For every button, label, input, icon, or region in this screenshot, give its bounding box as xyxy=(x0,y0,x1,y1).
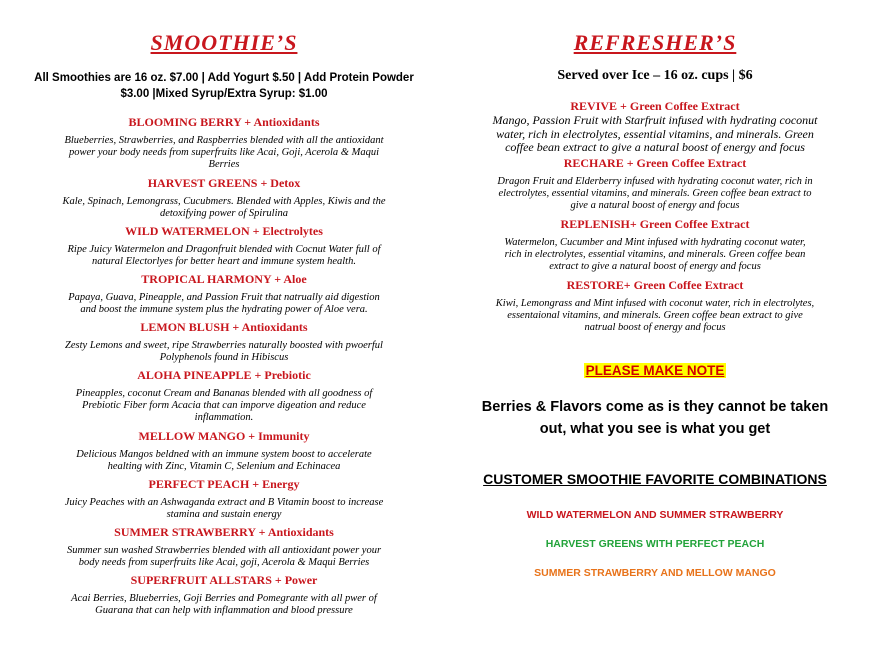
refresher-item xyxy=(446,156,864,212)
desc-line: Berries xyxy=(208,159,240,170)
refresher-desc xyxy=(446,176,864,212)
favorite-combo: WILD WATERMELON AND SUMMER STRAWBERRY xyxy=(526,509,784,521)
favorite-combo: SUMMER STRAWBERRY AND MELLOW MANGO xyxy=(534,567,776,579)
smoothie-name: PERFECT PEACH + Energy xyxy=(148,477,300,491)
pricing-line-2: $3.00 |Mixed Syrup/Extra Syrup: $1.00 xyxy=(120,88,328,100)
desc-line: Ripe Juicy Watermelon and Dragonfruit blended with Cocnut Water full of xyxy=(67,244,381,255)
smoothie-name: MELLOW MANGO + Immunity xyxy=(138,429,310,443)
desc-line: water, rich in electrolytes, essential vitamins, and minerals. Green xyxy=(496,126,814,141)
refresher-desc xyxy=(446,298,864,334)
smoothie-desc xyxy=(14,545,434,569)
smoothie-desc xyxy=(14,292,434,316)
desc-line: Polyphenols found in Hibiscus xyxy=(159,352,289,363)
desc-line: inflammation. xyxy=(194,412,254,423)
note-line-2: out, what you see is what you get xyxy=(539,421,771,437)
pricing-line-1: All Smoothies are 16 oz. $7.00 | Add Yogurt $.50 | Add Protein Powder xyxy=(34,72,414,84)
refresher-item xyxy=(446,278,864,334)
desc-line: give a natural boost of energy and focus xyxy=(570,200,740,211)
note-line-1: Berries & Flavors come as is they cannot be taken xyxy=(481,399,829,415)
desc-line: Juicy Peaches with an Ashwaganda extract and B Vitamin boost to increase xyxy=(64,497,384,508)
desc-line: natural Electorlyes for better heart and immune system health. xyxy=(92,256,356,267)
smoothie-desc xyxy=(14,196,434,220)
desc-line: Dragon Fruit and Elderberry infused with hydrating coconut water, rich in xyxy=(497,176,813,187)
desc-line: Summer sun washed Strawberries blended with all antioxidant power your xyxy=(66,545,382,556)
smoothies-column xyxy=(14,0,434,658)
refresher-name: REVIVE + Green Coffee Extract xyxy=(570,99,740,113)
desc-line: stamina and sustain energy xyxy=(166,509,282,520)
smoothies-title: SMOOTHIE’S xyxy=(150,30,298,55)
smoothie-desc xyxy=(14,593,434,617)
desc-line: Kiwi, Lemongrass and Mint infused with coconut water, rich in electrolytes, xyxy=(495,298,815,309)
desc-line: healting with Zinc, Vitamin C, Selenium and Echinacea xyxy=(107,461,341,472)
desc-line: rich in electrolytes, essential vitamins, and minerals. Green coffee bean xyxy=(504,249,806,260)
desc-line: detoxifying power of Spirulina xyxy=(159,208,289,219)
desc-line: Mango, Passion Fruit with Starfruit infused with hydrating coconut xyxy=(492,113,818,127)
desc-line: Prebiotic Fiber form Acacia that can imporve digeation and reduce xyxy=(82,400,366,411)
refreshers-column xyxy=(446,0,864,658)
desc-line: Guarana that can help with inflammation and blood pressure xyxy=(95,605,353,616)
smoothie-name: BLOOMING BERRY + Antioxidants xyxy=(128,115,320,129)
desc-line: Pineapples, coconut Cream and Bananas blended with all goodness of xyxy=(75,388,373,399)
smoothie-desc xyxy=(14,244,434,268)
smoothie-name: SUPERFRUIT ALLSTARS + Power xyxy=(130,573,318,587)
desc-line: Blueberries, Strawberries, and Raspberries blended with all the antioxidant xyxy=(64,135,384,146)
smoothie-desc xyxy=(14,497,434,521)
desc-line: Kale, Spinach, Lemongrass, Cucubmers. Blended with Apples, Kiwis and the xyxy=(62,196,386,207)
smoothie-desc xyxy=(14,340,434,364)
desc-line: essentaional vitamins, and minerals. Green coffee bean extract to give xyxy=(507,310,803,321)
favorite-combo: HARVEST GREENS WITH PERFECT PEACH xyxy=(545,538,765,550)
note-text xyxy=(446,396,864,440)
desc-line: Papaya, Guava, Pineapple, and Passion Fruit that natrually aid digestion xyxy=(68,292,380,303)
desc-line: body needs from superfruits like Acai, goji, Acerola & Maqui Berries xyxy=(78,557,370,568)
desc-line: Zesty Lemons and sweet, ripe Strawberries naturally boosted with pwoerful xyxy=(65,340,383,351)
smoothies-pricing xyxy=(14,70,434,102)
smoothie-item xyxy=(14,368,434,424)
smoothie-item xyxy=(14,429,434,473)
smoothie-name: SUMMER STRAWBERRY + Antioxidants xyxy=(114,525,334,539)
please-make-note-label: PLEASE MAKE NOTE xyxy=(585,363,725,378)
smoothie-name: LEMON BLUSH + Antioxidants xyxy=(140,320,308,334)
desc-line: and boost the immune system plus the hydrating power of Aloe vera. xyxy=(80,304,368,315)
smoothie-name: TROPICAL HARMONY + Aloe xyxy=(141,272,307,286)
refresher-desc xyxy=(446,237,864,273)
refresher-item xyxy=(446,217,864,273)
desc-line: Delicious Mangos beldned with an immune system boost to accelerate xyxy=(76,449,372,460)
smoothie-name: HARVEST GREENS + Detox xyxy=(147,176,301,190)
desc-line: electrolytes, essential vitamins, and minerals. Green coffee bean extract to xyxy=(498,188,812,199)
desc-line: natrual boost of energy and focus xyxy=(584,322,726,333)
refresher-desc xyxy=(446,114,864,155)
favorites-title: CUSTOMER SMOOTHIE FAVORITE COMBINATIONS xyxy=(483,471,827,487)
smoothie-name: WILD WATERMELON + Electrolytes xyxy=(125,224,323,238)
desc-line: Acai Berries, Blueberries, Goji Berries and Pomegrante with all pwer of xyxy=(71,593,377,604)
refreshers-subtitle: Served over Ice – 16 oz. cups | $6 xyxy=(557,68,753,83)
refresher-item xyxy=(446,99,864,155)
smoothie-name: ALOHA PINEAPPLE + Prebiotic xyxy=(137,368,311,382)
refreshers-title: REFRESHER’S xyxy=(573,30,737,55)
desc-line: coffee bean extract to give a natural boost of energy and focus xyxy=(505,140,805,154)
desc-line: extract to give a natural boost of energy and focus xyxy=(549,261,761,272)
desc-line: Watermelon, Cucumber and Mint infused with hydrating coconut water, xyxy=(504,237,806,248)
refresher-name: RECHARE + Green Coffee Extract xyxy=(563,156,747,170)
smoothie-item xyxy=(14,176,434,220)
smoothie-desc xyxy=(14,388,434,424)
desc-line: power your body needs from superfruits like Acai, Goji, Acerola & Maqui xyxy=(68,147,379,158)
note-banner xyxy=(446,362,864,380)
refresher-name: REPLENISH+ Green Coffee Extract xyxy=(560,217,750,231)
smoothie-item xyxy=(14,224,434,268)
smoothie-desc xyxy=(14,135,434,171)
smoothie-item xyxy=(14,525,434,569)
smoothie-item xyxy=(14,320,434,364)
smoothie-desc xyxy=(14,449,434,473)
smoothie-item xyxy=(14,477,434,521)
smoothie-item xyxy=(14,272,434,316)
smoothie-item xyxy=(14,573,434,617)
smoothie-item xyxy=(14,115,434,171)
refresher-name: RESTORE+ Green Coffee Extract xyxy=(566,278,744,292)
